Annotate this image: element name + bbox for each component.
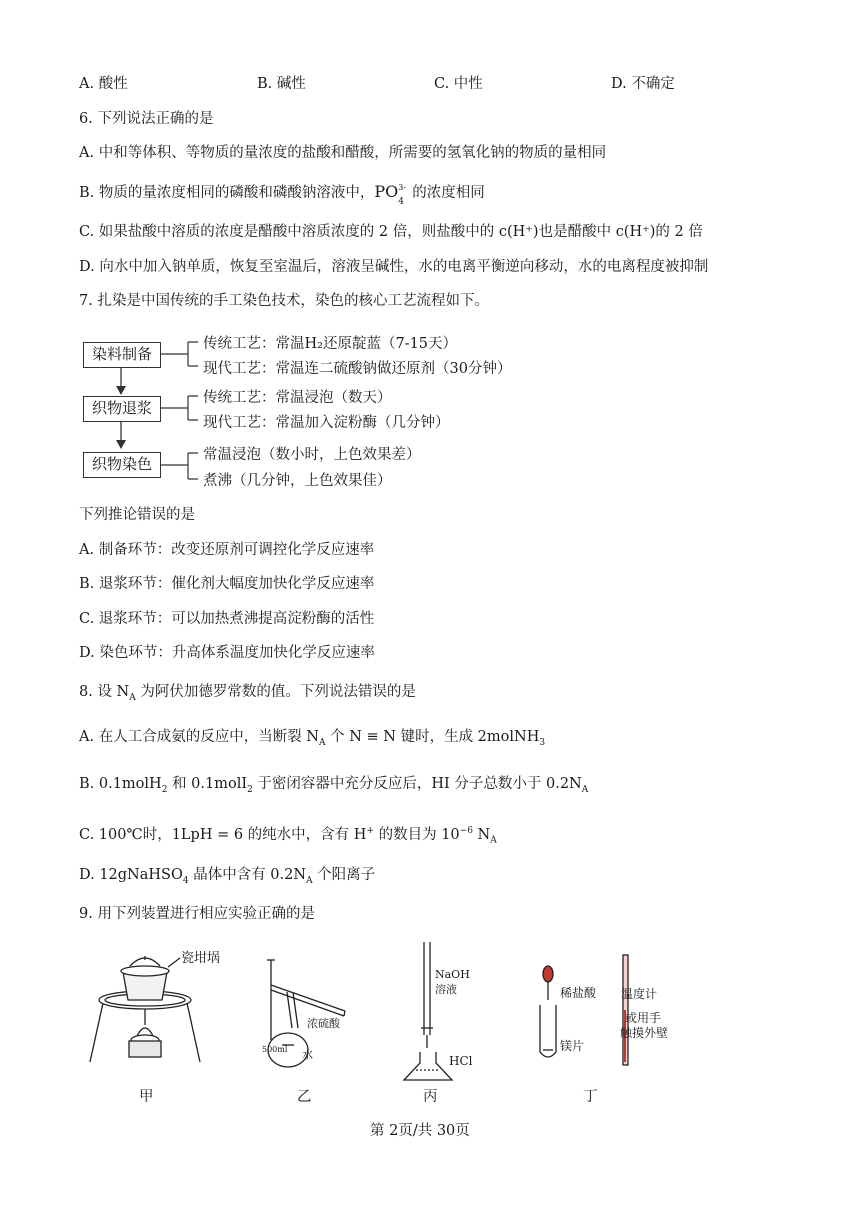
q6-b-subscript: 4 [398,197,404,207]
q8-c-post: N [472,826,491,843]
q8-c-mid: 的数目为 10 [373,826,460,843]
label-crucible: 瓷坩埚 [181,951,221,966]
q6-stem: 6. 下列说法正确的是 [79,111,214,127]
q7-option-d: D. 染色环节：升高体系温度加快化学反应速率 [79,645,375,661]
q8-a-sub: A [319,737,326,748]
q8-b-s1: 2 [161,784,168,795]
q8-c-sub: A [490,835,497,846]
caption-ding: 丁 [583,1089,598,1105]
q7-option-a: A. 制备环节：改变还原剂可调控化学反应速率 [79,542,375,558]
q6-b-charge: 3- [398,183,407,192]
q8-b-post: 于密闭容器中充分反应后，HI 分子总数小于 0.2N [252,776,582,792]
label-flask-volume: 500ml [262,1045,288,1054]
flow-branch-1: 传统工艺：常温H₂还原靛蓝（7-15天） [203,336,458,352]
q7-option-b: B. 退浆环节：催化剂大幅度加快化学反应速率 [79,576,375,592]
q8-b-s3: A [581,784,589,795]
flow-branch-5: 常温浸泡（数小时，上色效果差） [203,447,421,463]
apparatus-bing [404,942,452,1080]
flow-branch-4: 现代工艺：常温加入淀粉酶（几分钟） [203,415,450,431]
caption-bing: 丙 [423,1089,438,1105]
q8-a-sub2: 3 [539,737,546,748]
q8-stem-pre: 8. 设 N [79,684,130,700]
q9-stem: 9. 用下列装置进行相应实验正确的是 [79,906,315,922]
q8-d-sub: 4 [182,875,189,886]
q6-b-ion: PO [374,182,399,201]
label-mg: 镁片 [560,1039,585,1053]
q8-d-sub2: A [306,875,313,886]
q6-option-a: A. 中和等体积、等物质的量浓度的盐酸和醋酸，所需要的氢氧化钠的物质的量相同 [79,145,607,161]
q6-option-d: D. 向水中加入钠单质，恢复至室温后，溶液呈碱性，水的电离平衡逆向移动，水的电离程度被抑制 [79,259,709,275]
flow-box-dye-prep: 染料制备 [83,342,161,368]
label-water: 水 [302,1048,313,1061]
flow-branch-2: 现代工艺：常温连二硫酸钠做还原剂（30分钟） [203,361,512,377]
q8-c-sup2: −6 [459,826,473,836]
flow-branch-3: 传统工艺：常温浸泡（数天） [203,390,392,406]
q5-option-a: A. 酸性 [79,76,128,92]
q7-option-c: C. 退浆环节：可以加热煮沸提高淀粉酶的活性 [79,611,375,627]
q8-d-mid: 晶体中含有 0.2N [188,867,307,883]
q8-d-pre: D. 12gNaHSO [79,867,183,883]
q6-option-c: C. 如果盐酸中溶质的浓度是醋酸中溶质浓度的 2 倍，则盐酸中的 c(H⁺)也是醋酸中 c(H⁺)的 2 倍 [79,224,703,240]
flow-box-dyeing: 织物染色 [83,452,161,478]
label-hcl: HCl [449,1054,473,1068]
q8-b-s2: 2 [247,784,253,795]
q5-option-b: B. 碱性 [257,76,306,92]
q8-c-sup: + [366,826,374,836]
q8-a-post: 个 N ≡ N 键时，生成 2molNH [325,729,540,745]
q6-b-post: 的浓度相同 [412,185,485,201]
q6-b-pre: B. 物质的量浓度相同的磷酸和磷酸钠溶液中， [79,185,375,201]
q8-b-mid: 和 0.1molI [167,776,248,792]
caption-jia: 甲 [139,1089,154,1105]
label-thermometer: 温度计 [621,987,658,1001]
q8-a-pre: A. 在人工合成氨的反应中，当断裂 N [79,729,319,745]
q5-option-c: C. 中性 [434,76,483,92]
flow-box-desizing: 织物退浆 [83,396,161,422]
q8-stem-post: 为阿伏加德罗常数的值。下列说法错误的是 [135,684,416,700]
apparatus-jia [90,956,200,1062]
q8-c-pre: C. 100℃时，1LpH = 6 的纯水中，含有 H [79,826,367,843]
label-or-hand-1: 或用手 [625,1011,662,1025]
label-naoh-1: NaOH [435,968,470,981]
q8-stem-sub: A [129,692,136,703]
flow-branch-6: 煮沸（几分钟，上色效果佳） [203,473,392,489]
caption-yi: 乙 [297,1089,312,1105]
q8-b-pre: B. 0.1molH [79,776,162,792]
q8-d-post: 个阳离子 [312,867,376,883]
q5-option-d: D. 不确定 [611,76,675,92]
label-h2so4: 浓硫酸 [307,1017,340,1030]
label-naoh-2: 溶液 [435,983,457,996]
q7-ask: 下列推论错误的是 [79,507,195,523]
page-footer: 第 2页/共 30页 [370,1123,470,1139]
q7-stem: 7. 扎染是中国传统的手工染色技术，染色的核心工艺流程如下。 [79,293,489,309]
label-or-hand-2: 触摸外壁 [620,1026,669,1040]
label-dilute-hcl: 稀盐酸 [560,986,597,1000]
